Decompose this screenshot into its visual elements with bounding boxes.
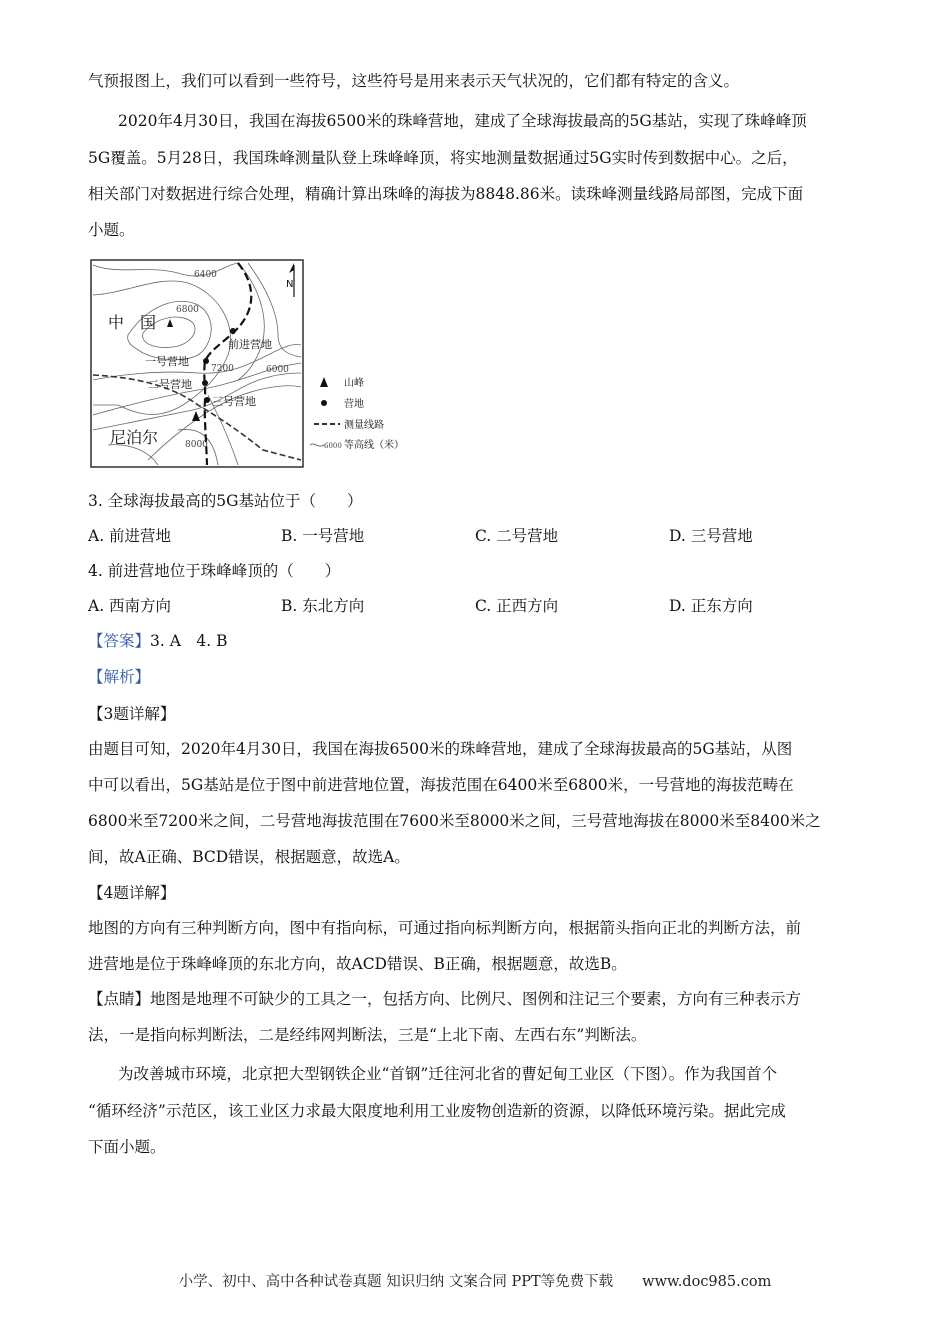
camp-label: 三号营地 <box>212 395 256 408</box>
contour-label: 8000 <box>185 440 208 450</box>
q4-option-b: B. 东北方向 <box>281 597 365 615</box>
text-line: 气预报图上，我们可以看到一些符号，这些符号是用来表示天气状况的，它们都有特定的含义。 <box>88 72 740 90</box>
q4-option-a: A. 西南方向 <box>88 597 172 615</box>
contour-label: 6800 <box>176 305 199 315</box>
contour-label: 7200 <box>211 364 234 374</box>
text-line: 下面小题。 <box>88 1138 166 1156</box>
legend-camp-label: 营地 <box>344 399 364 410</box>
legend-peak-icon <box>320 377 328 387</box>
analysis-tag: 【解析】 <box>88 668 151 686</box>
answer-line <box>88 630 868 652</box>
q3-option-c: C. 二号营地 <box>475 527 559 545</box>
text-line: 进营地是位于珠峰峰顶的东北方向，故ACD错误、B正确，根据题意，故选B。 <box>88 955 627 973</box>
text-line: 5G覆盖。5月28日，我国珠峰测量队登上珠峰峰顶，将实地测量数据通过5G实时传到数据中心。之后， <box>88 149 798 167</box>
contour-label: 6000 <box>266 365 289 375</box>
camp-dot-icon <box>230 328 236 334</box>
q4-option-d: D. 正东方向 <box>669 597 753 615</box>
map-legend <box>310 376 404 451</box>
country-label-nepal: 尼泊尔 <box>110 428 159 447</box>
camp-dot-icon <box>202 380 208 386</box>
everest-route-map <box>88 255 418 470</box>
contour-label: 6400 <box>194 270 217 280</box>
answer-text: 3. A 4. B <box>150 632 228 650</box>
camp-label: 一号营地 <box>145 355 189 368</box>
legend-camp-icon <box>321 400 327 406</box>
tip-line <box>88 988 868 1010</box>
text-line: 小题。 <box>88 221 135 239</box>
text-line: 为改善城市环境，北京把大型钢铁企业“首钢”迁往河北省的曹妃甸工业区（下图）。作为我国首个 <box>118 1065 778 1083</box>
text-line: 法，一是指向标判断法，二是经纬网判断法，三是“上北下南、左西右东”判断法。 <box>88 1026 647 1044</box>
text-line: 中可以看出，5G基站是位于图中前进营地位置，海拔范围在6400米至6800米，一号营地的海拔范畴在 <box>88 776 794 794</box>
detail-3-title: 【3题详解】 <box>88 705 176 723</box>
q3-option-b: B. 一号营地 <box>281 527 365 545</box>
tip-title: 【点睛】 <box>88 990 151 1008</box>
q4-option-c: C. 正西方向 <box>475 597 559 615</box>
text-line: 由题目可知，2020年4月30日，我国在海拔6500米的珠峰营地，建成了全球海拔最高的5G基站，从图 <box>88 740 793 758</box>
north-label: N <box>286 279 294 290</box>
tip-text: 地图是地理不可缺少的工具之一，包括方向、比例尺、图例和注记三个要素，方向有三种表示方 <box>150 990 802 1008</box>
question-4-stem: 4. 前进营地位于珠峰峰顶的（ ） <box>88 562 341 580</box>
camp-dot-icon <box>204 397 210 403</box>
q3-option-a: A. 前进营地 <box>88 527 172 545</box>
text-line: 6800米至7200米之间，二号营地海拔范围在7600米至8000米之间，三号营地海拔在8000米至8400米之 <box>88 812 821 830</box>
text-line: 2020年4月30日，我国在海拔6500米的珠峰营地，建成了全球海拔最高的5G基站，实现了珠峰峰顶 <box>118 112 807 130</box>
question-3-stem: 3. 全球海拔最高的5G基站位于（ ） <box>88 492 363 510</box>
country-label-china: 中 国 <box>108 313 157 332</box>
legend-contour-icon <box>310 444 324 446</box>
text-line: “循环经济”示范区，该工业区力求最大限度地利用工业废物创造新的资源，以降低环境污染。据此完成 <box>88 1102 786 1120</box>
legend-contour-label: 等高线（米） <box>344 440 404 451</box>
detail-4-title: 【4题详解】 <box>88 884 176 902</box>
answer-tag: 【答案】 <box>88 632 151 650</box>
text-line: 相关部门对数据进行综合处理，精确计算出珠峰的海拔为8848.86米。读珠峰测量线路局部图，完成下面 <box>88 185 804 203</box>
legend-route-label: 测量线路 <box>344 420 384 431</box>
camp-dot-icon <box>203 358 209 364</box>
camp-label: 前进营地 <box>228 338 272 351</box>
q3-option-d: D. 三号营地 <box>669 527 753 545</box>
page-footer: 小学、初中、高中各种试卷真题 知识归纳 文案合同 PPT等免费下载 www.doc985.com <box>178 1274 772 1290</box>
legend-contour-sample: 6000 <box>324 442 342 450</box>
text-line: 间，故A正确、BCD错误，根据题意，故选A。 <box>88 848 410 866</box>
text-line: 地图的方向有三种判断方向，图中有指向标，可通过指向标判断方向，根据箭头指向正北的判断方法，前 <box>88 919 802 937</box>
camp-label: 二号营地 <box>148 378 192 391</box>
legend-peak-label: 山峰 <box>344 378 364 389</box>
